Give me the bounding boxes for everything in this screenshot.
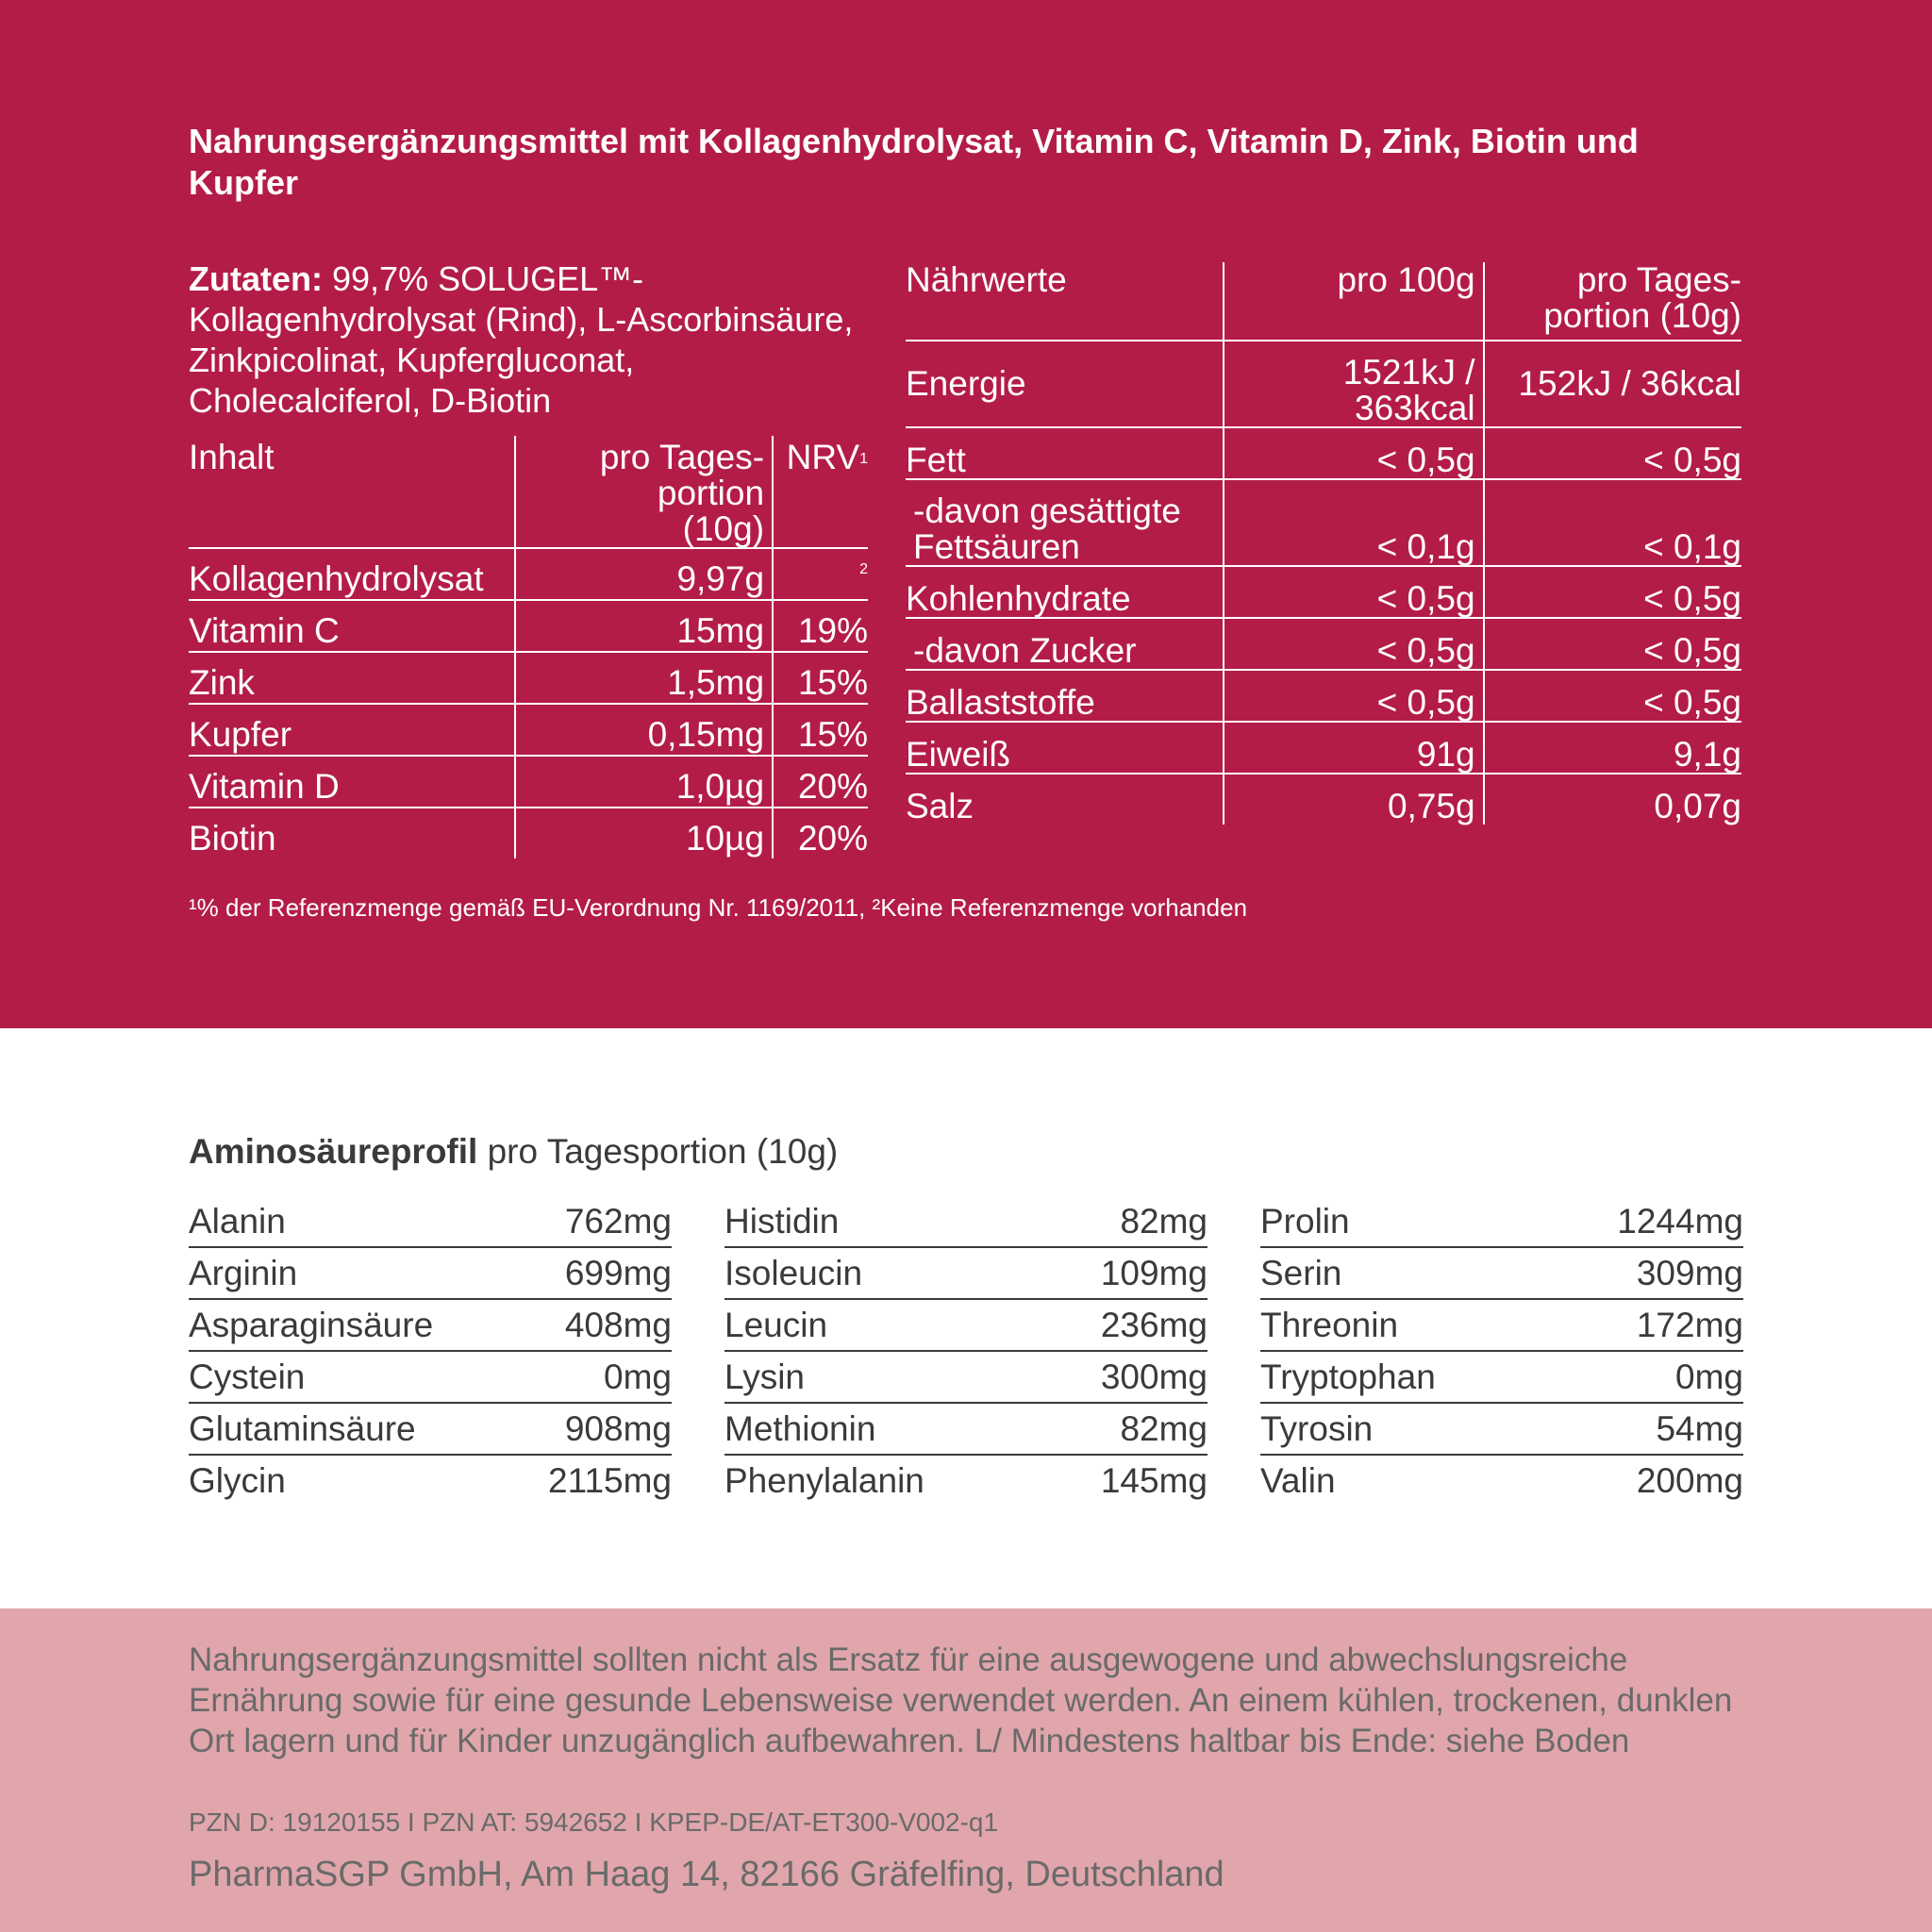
amino-value: 408mg: [564, 1306, 672, 1344]
list-item: [724, 1248, 1208, 1300]
table-row: [906, 722, 1741, 774]
inhalt-header-amount: pro Tages-portion (10g): [515, 436, 773, 548]
naehr-name: Ballaststoffe: [906, 670, 1224, 722]
amino-name: Methionin: [724, 1409, 876, 1448]
table-row: [906, 774, 1741, 824]
inhalt-name: Zink: [189, 652, 515, 704]
naehr-name: Kohlenhydrate: [906, 566, 1224, 618]
amino-value: 1244mg: [1617, 1202, 1743, 1241]
amino-value: 699mg: [564, 1254, 672, 1292]
naehr-perday: < 0,1g: [1484, 479, 1741, 566]
inhalt-nrv: 20%: [773, 756, 868, 808]
amino-value: 0mg: [604, 1357, 672, 1396]
naehr-per100: < 0,1g: [1224, 479, 1484, 566]
list-item: [1260, 1248, 1743, 1300]
naehr-header-name: Nährwerte: [906, 262, 1224, 341]
inhalt-name: Biotin: [189, 808, 515, 858]
list-item: [724, 1352, 1208, 1404]
naehr-per100: < 0,5g: [1224, 670, 1484, 722]
naehr-perday: 0,07g: [1654, 787, 1741, 825]
naehr-perday: < 0,5g: [1484, 618, 1741, 670]
amino-value: 82mg: [1120, 1202, 1208, 1241]
table-row: [906, 427, 1741, 479]
inhalt-name: Vitamin C: [189, 600, 515, 652]
amino-name: Valin: [1260, 1461, 1336, 1500]
amino-title-rest: pro Tagesportion (10g): [487, 1132, 839, 1171]
list-item: [189, 1404, 672, 1456]
disclaimer-text: Nahrungsergänzungsmittel sollten nicht als Ersatz für eine ausgewogene und abwechslungsreiche Ernährung sowie für eine gesunde Lebensweise verwendet werden. An einem kühlen, trockenen, dunklen Ort lagern und für Kinder unzugänglich aufbewahren. L/ Mindestens haltbar bis Ende: siehe Boden: [189, 1641, 1733, 1759]
list-item: [724, 1196, 1208, 1248]
naehr-name: Salz: [906, 774, 1224, 824]
table-row: [189, 600, 868, 652]
table-row: [189, 548, 868, 600]
amino-name: Asparaginsäure: [189, 1306, 434, 1344]
amino-value: 309mg: [1636, 1254, 1743, 1292]
amino-value: 2115mg: [548, 1461, 672, 1500]
ingredients-label: Zutaten:: [189, 259, 323, 298]
amino-name: Arginin: [189, 1254, 298, 1292]
amino-value: 82mg: [1120, 1409, 1208, 1448]
amino-value: 172mg: [1636, 1306, 1743, 1344]
amino-name: Lysin: [724, 1357, 806, 1396]
amino-name: Isoleucin: [724, 1254, 863, 1292]
inhalt-nrv: 15%: [773, 652, 868, 704]
inhalt-amount: 1,5mg: [515, 652, 773, 704]
inhalt-amount: 10µg: [515, 808, 773, 858]
list-item: [724, 1456, 1208, 1506]
list-item: [724, 1300, 1208, 1352]
amino-title: [189, 1132, 838, 1172]
ingredients-block: [189, 258, 868, 421]
naehrwerte-header-row: [906, 262, 1741, 341]
amino-column-2: [724, 1196, 1208, 1506]
naehr-name: Eiweiß: [906, 722, 1224, 774]
naehr-perday: < 0,5g: [1484, 670, 1741, 722]
amino-value: 0mg: [1675, 1357, 1743, 1396]
naehr-per100: 91g: [1224, 722, 1484, 774]
naehr-per100: 1521kJ / 363kcal: [1224, 341, 1484, 427]
inhalt-amount: 15mg: [515, 600, 773, 652]
list-item: [1260, 1196, 1743, 1248]
naehr-per100: < 0,5g: [1224, 618, 1484, 670]
list-item: [1260, 1352, 1743, 1404]
inhalt-nrv: 19%: [773, 600, 868, 652]
amino-column-1: [189, 1196, 672, 1506]
amino-name: Histidin: [724, 1202, 840, 1241]
naehr-header-per100: pro 100g: [1224, 262, 1484, 341]
amino-name: Serin: [1260, 1254, 1342, 1292]
naehrwerte-table: [906, 262, 1741, 824]
list-item: [189, 1196, 672, 1248]
list-item: [189, 1352, 672, 1404]
inhalt-header-row: [189, 436, 868, 548]
amino-value: 908mg: [564, 1409, 672, 1448]
amino-value: 200mg: [1636, 1461, 1743, 1500]
pzn-line: PZN D: 19120155 I PZN AT: 5942652 I KPEP-DE/AT-ET300-V002-q1: [189, 1807, 999, 1837]
table-row: [189, 652, 868, 704]
amino-value: 236mg: [1100, 1306, 1208, 1344]
amino-name: Leucin: [724, 1306, 828, 1344]
amino-value: 109mg: [1100, 1254, 1208, 1292]
amino-value: 300mg: [1100, 1357, 1208, 1396]
list-item: [1260, 1404, 1743, 1456]
naehr-per100: < 0,5g: [1224, 427, 1484, 479]
naehr-header-perday: pro Tages-portion (10g): [1484, 262, 1741, 341]
amino-name: Alanin: [189, 1202, 286, 1241]
inhalt-header-name: Inhalt: [189, 436, 515, 548]
table-row: [906, 618, 1741, 670]
table-row: [189, 756, 868, 808]
amino-name: Tryptophan: [1260, 1357, 1436, 1396]
ingredients-text: 99,7% SOLUGEL™-Kollagenhydrolysat (Rind), L-Ascorbinsäure, Zinkpicolinat, Kupfergluconat, Cholecalciferol, D-Biotin: [189, 259, 854, 420]
inhalt-name: Kupfer: [189, 704, 515, 756]
naehr-name: -davon gesättigte Fettsäuren: [906, 479, 1224, 566]
amino-title-bold: Aminosäureprofil: [189, 1132, 478, 1171]
table-row: [906, 479, 1741, 566]
list-item: [189, 1300, 672, 1352]
naehr-perday: 9,1g: [1484, 722, 1741, 774]
list-item: [1260, 1456, 1743, 1506]
product-headline: Nahrungsergänzungsmittel mit Kollagenhydrolysat, Vitamin C, Vitamin D, Zink, Biotin und Kupfer: [189, 122, 1639, 202]
inhalt-name: Vitamin D: [189, 756, 515, 808]
table-row: [189, 704, 868, 756]
inhalt-amount: 9,97g: [515, 548, 773, 600]
inhalt-amount: 0,15mg: [515, 704, 773, 756]
amino-name: Cystein: [189, 1357, 306, 1396]
amino-value: 762mg: [564, 1202, 672, 1241]
company-address: PharmaSGP GmbH, Am Haag 14, 82166 Gräfelfing, Deutschland: [189, 1855, 1224, 1894]
list-item: [1260, 1300, 1743, 1352]
table-row: [906, 341, 1741, 427]
naehr-per100: 0,75g: [1224, 774, 1484, 824]
naehr-name: Fett: [906, 427, 1224, 479]
footnote: ¹% der Referenzmenge gemäß EU-Verordnung Nr. 1169/2011, ²Keine Referenzmenge vorhanden: [189, 893, 1248, 922]
amino-name: Prolin: [1260, 1202, 1350, 1241]
inhalt-name: Kollagenhydrolysat: [189, 548, 515, 600]
amino-value: 145mg: [1100, 1461, 1208, 1500]
amino-column-3: [1260, 1196, 1743, 1506]
naehr-name: Energie: [906, 341, 1224, 427]
naehr-perday: 152kJ / 36kcal: [1484, 341, 1741, 427]
inhalt-header-nrv: NRV$^1$: [773, 436, 868, 548]
naehr-per100: < 0,5g: [1224, 566, 1484, 618]
list-item: [189, 1248, 672, 1300]
amino-name: Tyrosin: [1260, 1409, 1374, 1448]
inhalt-table: [189, 436, 868, 858]
amino-name: Glycin: [189, 1461, 286, 1500]
naehr-name: -davon Zucker: [906, 618, 1224, 670]
table-row: [189, 808, 868, 858]
amino-name: Glutaminsäure: [189, 1409, 416, 1448]
inhalt-amount: 1,0µg: [515, 756, 773, 808]
amino-value: 54mg: [1656, 1409, 1743, 1448]
naehr-perday: < 0,5g: [1484, 427, 1741, 479]
inhalt-nrv: 2: [773, 548, 868, 600]
inhalt-nrv: 20%: [797, 819, 868, 858]
list-item: [189, 1456, 672, 1506]
table-row: [906, 566, 1741, 618]
amino-name: Phenylalanin: [724, 1461, 924, 1500]
amino-name: Threonin: [1260, 1306, 1399, 1344]
list-item: [724, 1404, 1208, 1456]
table-row: [906, 670, 1741, 722]
inhalt-nrv: 15%: [773, 704, 868, 756]
naehr-perday: < 0,5g: [1484, 566, 1741, 618]
